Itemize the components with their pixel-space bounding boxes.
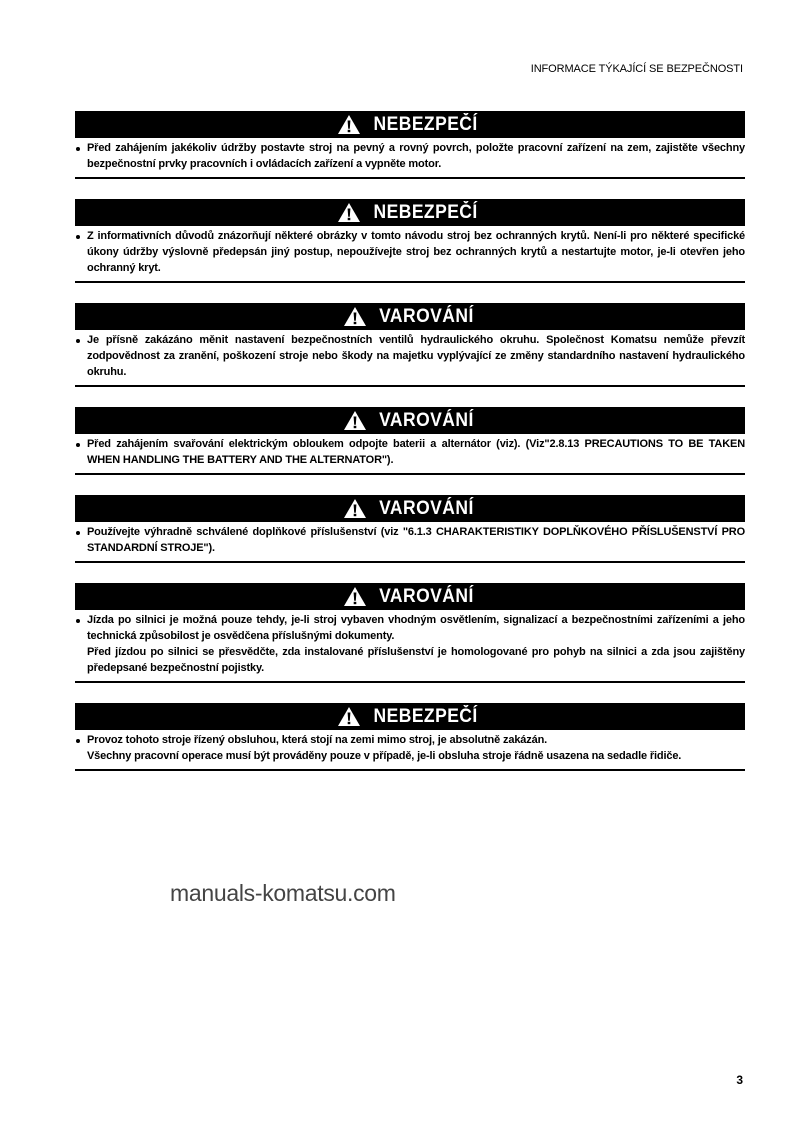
bullet-icon bbox=[76, 443, 80, 447]
divider bbox=[75, 385, 745, 387]
notice-text: Před jízdou po silnici se přesvědčte, zda instalované příslušenství je homologované pro pohyb na silnici a zda jsou zajištěny předepsané bezpečnostní pojistky. bbox=[87, 646, 745, 674]
bullet-icon bbox=[76, 739, 80, 743]
page-number: 3 bbox=[736, 1073, 743, 1087]
divider bbox=[75, 177, 745, 179]
notice-label: NEBEZPEČÍ bbox=[373, 113, 479, 135]
notice-body bbox=[75, 610, 745, 681]
divider bbox=[75, 561, 745, 563]
notice-text: Je přísně zakázáno měnit nastavení bezpečnostních ventilů hydraulického okruhu. Společnost Komatsu nemůže převzít zodpovědnost za zranění, poškození stroje nebo škody na majetku vyplývající ze změny standardního nastavení hydraulického okruhu. bbox=[87, 334, 745, 378]
watermark: manuals-komatsu.com bbox=[170, 880, 396, 906]
safety-notice-danger bbox=[75, 111, 745, 179]
safety-notice-warning bbox=[75, 303, 745, 387]
warning-triangle-icon bbox=[343, 410, 367, 431]
safety-notice-warning bbox=[75, 583, 745, 683]
safety-notice-danger bbox=[75, 703, 745, 771]
notice-text: Jízda po silnici je možná pouze tehdy, je-li stroj vybaven vhodným osvětlením, signalizací a bezpečnostními zařízeními a jeho technická způsobilost je osvědčena příslušnými dokumenty. bbox=[87, 614, 745, 642]
warning-triangle-icon bbox=[343, 586, 367, 607]
notice-text: Z informativních důvodů znázorňují některé obrázky v tomto návodu stroj bez ochranných krytů. Není-li pro některé specifické úkony údržby výslovně předepsán jiný postup, nepoužívejte stroj bez ochranných krytů a nestartujte motor, je-li otevřen jeho ochranný kryt. bbox=[87, 230, 745, 274]
warning-triangle-icon bbox=[337, 202, 361, 223]
notice-text: Před zahájením svařování elektrickým obloukem odpojte baterii a alternátor (viz). (Viz"2.8.13 PRECAUTIONS TO BE TAKEN WHEN HANDLING THE BATTERY AND THE ALTERNATOR"). bbox=[87, 438, 745, 466]
bullet-icon bbox=[76, 147, 80, 151]
divider bbox=[75, 473, 745, 475]
warning-triangle-icon bbox=[343, 306, 367, 327]
notice-header bbox=[75, 583, 745, 610]
running-header: INFORMACE TÝKAJÍCÍ SE BEZPEČNOSTI bbox=[530, 63, 743, 75]
notice-text: Provoz tohoto stroje řízený obsluhou, která stojí na zemi mimo stroj, je absolutně zakázán. bbox=[87, 734, 548, 746]
safety-notice-warning bbox=[75, 495, 745, 563]
notice-text: Všechny pracovní operace musí být prováděny pouze v případě, je-li obsluha stroje řádně usazena na sedadle řidiče. bbox=[87, 750, 682, 762]
divider bbox=[75, 681, 745, 683]
notice-body bbox=[75, 138, 745, 177]
notice-label: VAROVÁNÍ bbox=[378, 409, 474, 431]
safety-notice-warning bbox=[75, 407, 745, 475]
notice-label: VAROVÁNÍ bbox=[378, 585, 474, 607]
notice-body bbox=[75, 330, 745, 385]
notice-label: NEBEZPEČÍ bbox=[373, 705, 479, 727]
bullet-icon bbox=[76, 235, 80, 239]
notice-label: NEBEZPEČÍ bbox=[373, 201, 479, 223]
divider bbox=[75, 281, 745, 283]
notice-header bbox=[75, 703, 745, 730]
safety-notice-danger bbox=[75, 199, 745, 283]
notice-text: Před zahájením jakékoliv údržby postavte stroj na pevný a rovný povrch, položte pracovní zařízení na zem, zajistěte všechny bezpečnostní prvky pracovních i ovládacích zařízení a vypněte motor. bbox=[87, 142, 745, 170]
notice-label: VAROVÁNÍ bbox=[378, 497, 474, 519]
warning-triangle-icon bbox=[337, 114, 361, 135]
notice-body bbox=[75, 522, 745, 561]
bullet-icon bbox=[76, 339, 80, 343]
notice-header bbox=[75, 407, 745, 434]
notice-header bbox=[75, 199, 745, 226]
notice-body bbox=[75, 730, 745, 769]
bullet-icon bbox=[76, 619, 80, 623]
notice-header bbox=[75, 303, 745, 330]
divider bbox=[75, 769, 745, 771]
notice-header bbox=[75, 111, 745, 138]
notice-body bbox=[75, 226, 745, 281]
warning-triangle-icon bbox=[337, 706, 361, 727]
notice-label: VAROVÁNÍ bbox=[378, 305, 474, 327]
notice-body bbox=[75, 434, 745, 473]
bullet-icon bbox=[76, 531, 80, 535]
warning-triangle-icon bbox=[343, 498, 367, 519]
notice-header bbox=[75, 495, 745, 522]
safety-notices bbox=[75, 111, 745, 791]
notice-text: Používejte výhradně schválené doplňkové příslušenství (viz "6.1.3 CHARAKTERISTIKY DOPLŇKOVÉHO PŘÍSLUŠENSTVÍ PRO STANDARDNÍ STROJE"). bbox=[87, 526, 745, 554]
